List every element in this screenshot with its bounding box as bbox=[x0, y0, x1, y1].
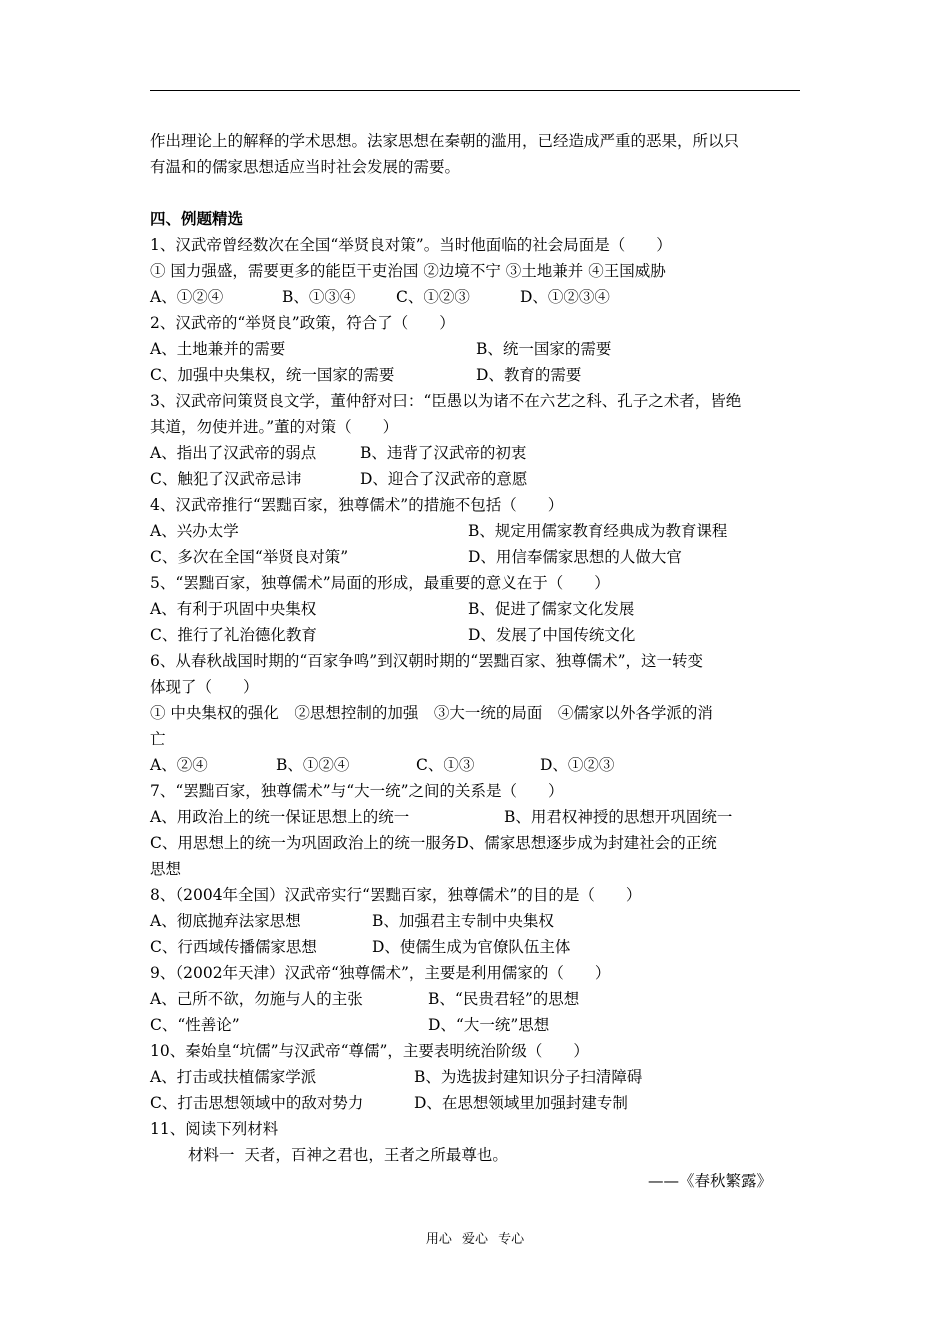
question-9-options-cd bbox=[150, 1012, 810, 1038]
question-7-options-ab bbox=[150, 804, 810, 830]
question-6-items-2: 亡 bbox=[150, 730, 166, 748]
option-d: D、①②③④ bbox=[520, 288, 610, 306]
document-body bbox=[150, 128, 810, 1194]
question-5-stem: 5、“罢黜百家，独尊儒术”局面的形成，最重要的意义在于（ ） bbox=[150, 574, 610, 592]
question-1-stem: 1、汉武帝曾经数次在全国“举贤良对策”。当时他面临的社会局面是（ ） bbox=[150, 236, 672, 254]
question-7-stem: 7、“罢黜百家，独尊儒术”与“大一统”之间的关系是（ ） bbox=[150, 782, 564, 800]
option-b: B、“民贵君轻”的思想 bbox=[428, 990, 580, 1008]
option-a: A、兴办太学 bbox=[150, 522, 239, 540]
option-b: B、用君权神授的思想开巩固统一 bbox=[504, 808, 733, 826]
section-title: 四、例题精选 bbox=[150, 209, 244, 228]
intro-line-1: 作出理论上的解释的学术思想。法家思想在秦朝的滥用，已经造成严重的恶果，所以只 bbox=[150, 132, 740, 150]
option-b: B、规定用儒家教育经典成为教育课程 bbox=[468, 522, 728, 540]
option-d: D、儒家思想逐步成为封建社会的正统 bbox=[456, 834, 717, 852]
option-b: B、违背了汉武帝的初衷 bbox=[360, 444, 527, 462]
question-8-options-cd bbox=[150, 934, 810, 960]
question-3-stem-2: 其道，勿使并进。”董的对策（ ） bbox=[150, 418, 399, 436]
option-a: A、有利于巩固中央集权 bbox=[150, 600, 317, 618]
material-1: 材料一 天者，百神之君也，王者之所最尊也。 bbox=[188, 1146, 508, 1164]
option-c: C、推行了礼治德化教育 bbox=[150, 626, 317, 644]
question-1-options bbox=[150, 284, 810, 310]
question-1-items: ① 国力强盛，需要更多的能臣干吏治国 ②边境不宁 ③土地兼并 ④王国威胁 bbox=[150, 262, 666, 280]
option-a: A、指出了汉武帝的弱点 bbox=[150, 444, 317, 462]
option-d: D、用信奉儒家思想的人做大官 bbox=[468, 548, 682, 566]
option-b: B、促进了儒家文化发展 bbox=[468, 600, 635, 618]
question-6-items-1: ① 中央集权的强化 ②思想控制的加强 ③大一统的局面 ④儒家以外各学派的消 bbox=[150, 704, 713, 722]
option-d: D、迎合了汉武帝的意愿 bbox=[360, 470, 528, 488]
option-d: D、使儒生成为官僚队伍主体 bbox=[372, 938, 571, 956]
option-a: A、②④ bbox=[150, 756, 208, 774]
question-10-options-ab bbox=[150, 1064, 810, 1090]
question-9-options-ab bbox=[150, 986, 810, 1012]
header-rule bbox=[150, 90, 800, 91]
question-7-wrap: 思想 bbox=[150, 860, 182, 878]
question-2-stem: 2、汉武帝的“举贤良”政策，符合了（ ） bbox=[150, 314, 455, 332]
question-2-options-ab bbox=[150, 336, 810, 362]
option-c: C、①②③ bbox=[396, 288, 470, 306]
option-c: C、多次在全国“举贤良对策” bbox=[150, 548, 349, 566]
option-c: C、①③ bbox=[416, 756, 475, 774]
question-8-options-ab bbox=[150, 908, 810, 934]
option-c: C、触犯了汉武帝忌讳 bbox=[150, 470, 302, 488]
question-4-stem: 4、汉武帝推行“罢黜百家，独尊儒术”的措施不包括（ ） bbox=[150, 496, 564, 514]
option-c: C、“性善论” bbox=[150, 1016, 240, 1034]
option-a: A、用政治上的统一保证思想上的统一 bbox=[150, 808, 410, 826]
question-6-stem-1: 6、从春秋战国时期的“百家争鸣”到汉朝时期的“罢黜百家、独尊儒术”，这一转变 bbox=[150, 652, 704, 670]
option-c: C、打击思想领域中的敌对势力 bbox=[150, 1094, 364, 1112]
option-d: D、发展了中国传统文化 bbox=[468, 626, 636, 644]
option-c: C、加强中央集权，统一国家的需要 bbox=[150, 366, 395, 384]
option-d: D、教育的需要 bbox=[476, 366, 582, 384]
question-3-stem-1: 3、汉武帝问策贤良文学，董仲舒对曰：“臣愚以为诸不在六艺之科、孔子之术者，皆绝 bbox=[150, 392, 742, 410]
option-b: B、①②④ bbox=[276, 756, 350, 774]
question-2-options-cd bbox=[150, 362, 810, 388]
intro-line-2: 有温和的儒家思想适应当时社会发展的需要。 bbox=[150, 158, 461, 176]
question-4-options-ab bbox=[150, 518, 810, 544]
option-d: D、“大一统”思想 bbox=[428, 1016, 550, 1034]
option-a: A、①②④ bbox=[150, 288, 224, 306]
option-c: C、行西域传播儒家思想 bbox=[150, 938, 317, 956]
question-5-options-ab bbox=[150, 596, 810, 622]
option-b: B、加强君主专制中央集权 bbox=[372, 912, 554, 930]
question-4-options-cd bbox=[150, 544, 810, 570]
question-11-stem: 11、阅读下列材料 bbox=[150, 1120, 279, 1138]
option-d: D、①②③ bbox=[540, 756, 615, 774]
question-6-options bbox=[150, 752, 810, 778]
option-b: B、为选拔封建知识分子扫清障碍 bbox=[414, 1068, 643, 1086]
option-a: A、土地兼并的需要 bbox=[150, 340, 286, 358]
question-9-stem: 9、（2002年天津）汉武帝“独尊儒术”，主要是利用儒家的（ ） bbox=[150, 964, 611, 982]
question-7-options-cd bbox=[150, 830, 810, 856]
option-a: A、打击或扶植儒家学派 bbox=[150, 1068, 317, 1086]
option-a: A、彻底抛弃法家思想 bbox=[150, 912, 301, 930]
option-a: A、己所不欲，勿施与人的主张 bbox=[150, 990, 363, 1008]
question-3-options-cd bbox=[150, 466, 810, 492]
material-1-source: ——《春秋繁露》 bbox=[647, 1172, 772, 1190]
page-footer: 用心 爱心 专心 bbox=[425, 1232, 525, 1247]
question-6-stem-2: 体现了（ ） bbox=[150, 678, 259, 696]
option-d: D、在思想领域里加强封建专制 bbox=[414, 1094, 628, 1112]
question-3-options-ab bbox=[150, 440, 810, 466]
question-10-options-cd bbox=[150, 1090, 810, 1116]
option-b: B、①③④ bbox=[282, 288, 356, 306]
option-b: B、统一国家的需要 bbox=[476, 340, 612, 358]
question-10-stem: 10、秦始皇“坑儒”与汉武帝“尊儒”，主要表明统治阶级（ ） bbox=[150, 1042, 589, 1060]
question-5-options-cd bbox=[150, 622, 810, 648]
question-8-stem: 8、（2004年全国）汉武帝实行“罢黜百家，独尊儒术”的目的是（ ） bbox=[150, 886, 642, 904]
option-c: C、用思想上的统一为巩固政治上的统一服务 bbox=[150, 834, 457, 852]
